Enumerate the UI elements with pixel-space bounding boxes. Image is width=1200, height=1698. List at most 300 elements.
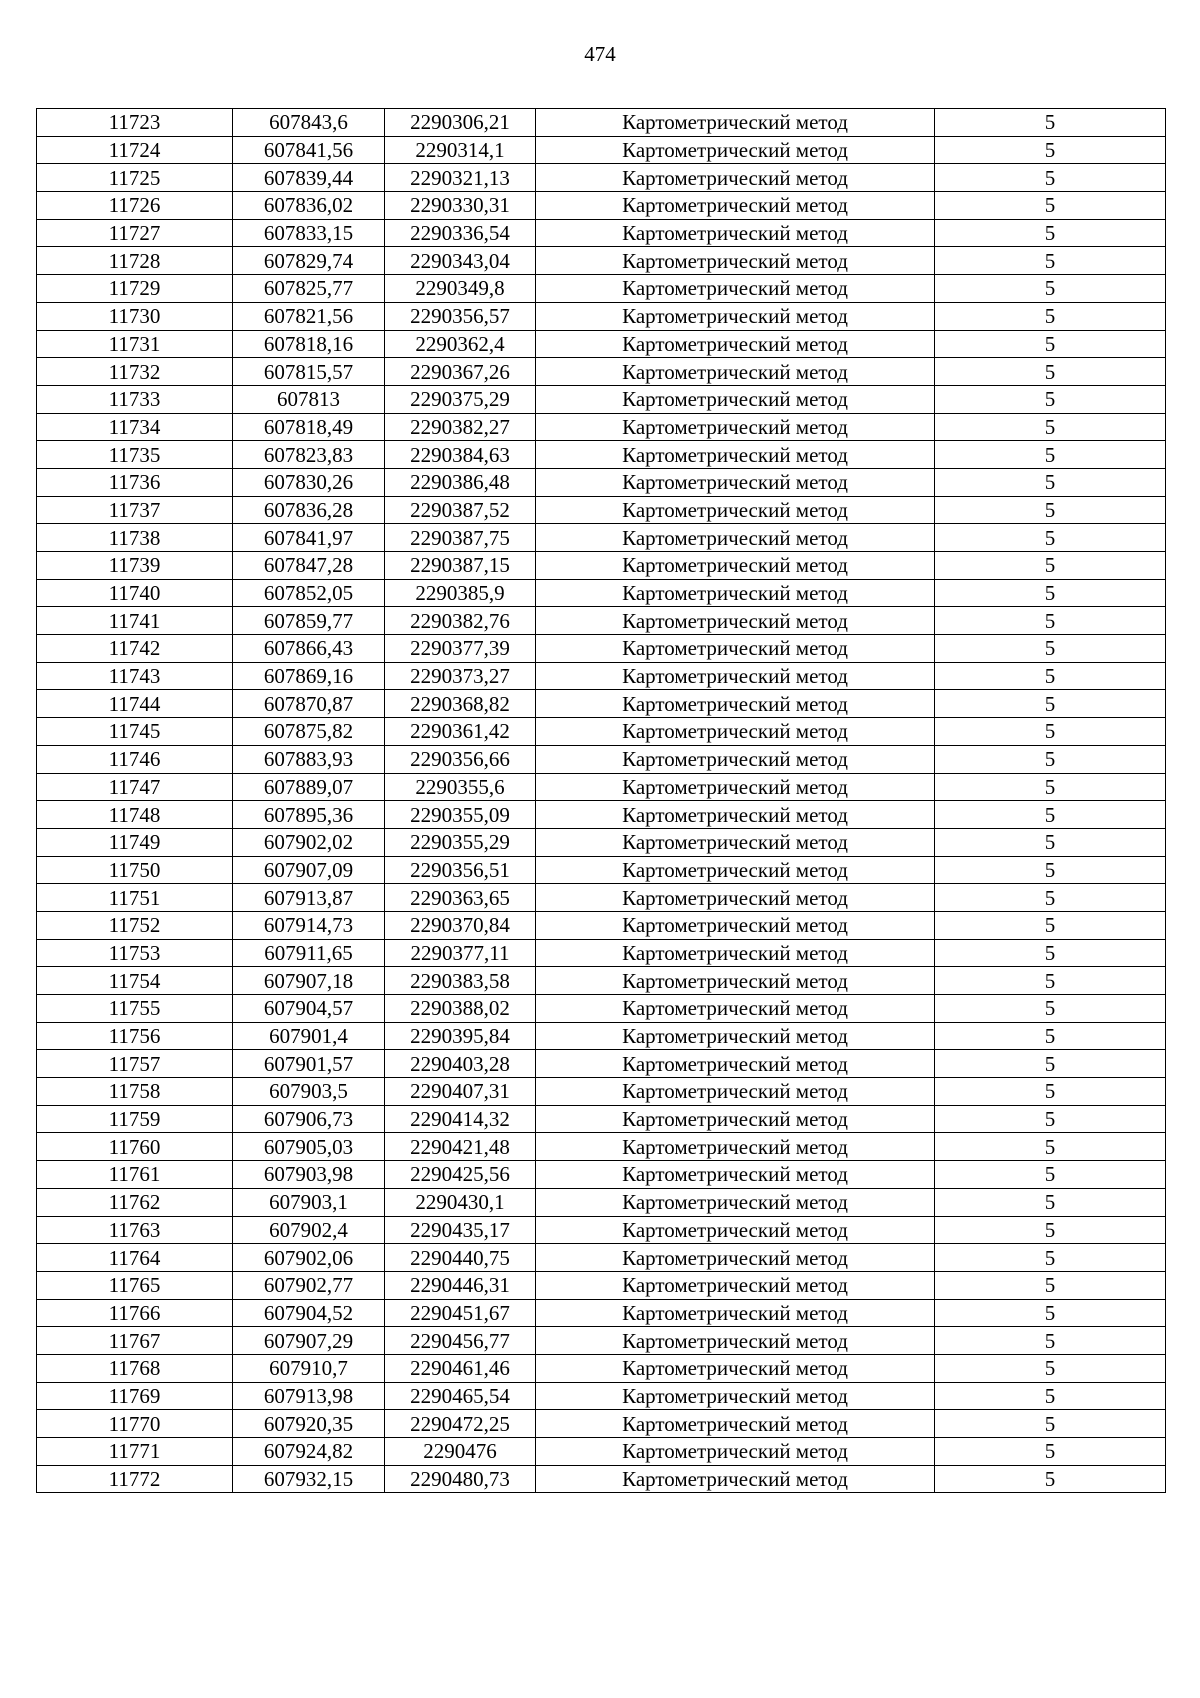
method-cell: Картометрический метод <box>536 302 935 330</box>
y-coordinate-cell: 2290446,31 <box>385 1271 536 1299</box>
accuracy-cell: 5 <box>935 1022 1166 1050</box>
y-coordinate-cell: 2290330,31 <box>385 192 536 220</box>
table-row <box>37 718 1166 746</box>
table-row <box>37 1244 1166 1272</box>
accuracy-cell: 5 <box>935 801 1166 829</box>
y-coordinate-cell: 2290368,82 <box>385 690 536 718</box>
accuracy-cell: 5 <box>935 1465 1166 1493</box>
y-coordinate-cell: 2290407,31 <box>385 1078 536 1106</box>
point-number-cell: 11738 <box>37 524 233 552</box>
method-cell: Картометрический метод <box>536 967 935 995</box>
point-number-cell: 11752 <box>37 911 233 939</box>
table-row <box>37 1078 1166 1106</box>
method-cell: Картометрический метод <box>536 1050 935 1078</box>
x-coordinate-cell: 607907,09 <box>233 856 385 884</box>
table-row <box>37 1438 1166 1466</box>
accuracy-cell: 5 <box>935 247 1166 275</box>
x-coordinate-cell: 607903,98 <box>233 1161 385 1189</box>
accuracy-cell: 5 <box>935 552 1166 580</box>
table-row <box>37 330 1166 358</box>
page-number: 474 <box>584 42 616 66</box>
method-cell: Картометрический метод <box>536 939 935 967</box>
point-number-cell: 11769 <box>37 1382 233 1410</box>
table-row <box>37 413 1166 441</box>
x-coordinate-cell: 607836,02 <box>233 192 385 220</box>
point-number-cell: 11727 <box>37 219 233 247</box>
accuracy-cell: 5 <box>935 828 1166 856</box>
table-row <box>37 385 1166 413</box>
point-number-cell: 11736 <box>37 468 233 496</box>
table-row <box>37 219 1166 247</box>
table-row <box>37 1022 1166 1050</box>
accuracy-cell: 5 <box>935 745 1166 773</box>
y-coordinate-cell: 2290336,54 <box>385 219 536 247</box>
table-row <box>37 1188 1166 1216</box>
y-coordinate-cell: 2290363,65 <box>385 884 536 912</box>
x-coordinate-cell: 607839,44 <box>233 164 385 192</box>
method-cell: Картометрический метод <box>536 136 935 164</box>
table-row <box>37 441 1166 469</box>
point-number-cell: 11733 <box>37 385 233 413</box>
accuracy-cell: 5 <box>935 579 1166 607</box>
x-coordinate-cell: 607913,87 <box>233 884 385 912</box>
table-row <box>37 1382 1166 1410</box>
y-coordinate-cell: 2290382,76 <box>385 607 536 635</box>
x-coordinate-cell: 607907,29 <box>233 1327 385 1355</box>
x-coordinate-cell: 607895,36 <box>233 801 385 829</box>
accuracy-cell: 5 <box>935 662 1166 690</box>
method-cell: Картометрический метод <box>536 164 935 192</box>
y-coordinate-cell: 2290425,56 <box>385 1161 536 1189</box>
method-cell: Картометрический метод <box>536 219 935 247</box>
y-coordinate-cell: 2290387,15 <box>385 552 536 580</box>
accuracy-cell: 5 <box>935 1050 1166 1078</box>
method-cell: Картометрический метод <box>536 1188 935 1216</box>
accuracy-cell: 5 <box>935 1161 1166 1189</box>
table-row <box>37 164 1166 192</box>
x-coordinate-cell: 607841,97 <box>233 524 385 552</box>
accuracy-cell: 5 <box>935 939 1166 967</box>
point-number-cell: 11724 <box>37 136 233 164</box>
method-cell: Картометрический метод <box>536 801 935 829</box>
accuracy-cell: 5 <box>935 441 1166 469</box>
point-number-cell: 11731 <box>37 330 233 358</box>
y-coordinate-cell: 2290388,02 <box>385 995 536 1023</box>
accuracy-cell: 5 <box>935 911 1166 939</box>
accuracy-cell: 5 <box>935 302 1166 330</box>
point-number-cell: 11749 <box>37 828 233 856</box>
point-number-cell: 11761 <box>37 1161 233 1189</box>
accuracy-cell: 5 <box>935 1188 1166 1216</box>
method-cell: Картометрический метод <box>536 192 935 220</box>
method-cell: Картометрический метод <box>536 1382 935 1410</box>
point-number-cell: 11747 <box>37 773 233 801</box>
table-row <box>37 1327 1166 1355</box>
x-coordinate-cell: 607830,26 <box>233 468 385 496</box>
point-number-cell: 11732 <box>37 358 233 386</box>
accuracy-cell: 5 <box>935 164 1166 192</box>
method-cell: Картометрический метод <box>536 1078 935 1106</box>
table-row <box>37 468 1166 496</box>
point-number-cell: 11741 <box>37 607 233 635</box>
x-coordinate-cell: 607829,74 <box>233 247 385 275</box>
y-coordinate-cell: 2290384,63 <box>385 441 536 469</box>
table-row <box>37 1161 1166 1189</box>
y-coordinate-cell: 2290480,73 <box>385 1465 536 1493</box>
x-coordinate-cell: 607875,82 <box>233 718 385 746</box>
table-row <box>37 662 1166 690</box>
point-number-cell: 11737 <box>37 496 233 524</box>
y-coordinate-cell: 2290343,04 <box>385 247 536 275</box>
accuracy-cell: 5 <box>935 136 1166 164</box>
point-number-cell: 11725 <box>37 164 233 192</box>
accuracy-cell: 5 <box>935 275 1166 303</box>
x-coordinate-cell: 607859,77 <box>233 607 385 635</box>
x-coordinate-cell: 607901,4 <box>233 1022 385 1050</box>
accuracy-cell: 5 <box>935 1354 1166 1382</box>
point-number-cell: 11763 <box>37 1216 233 1244</box>
y-coordinate-cell: 2290355,6 <box>385 773 536 801</box>
method-cell: Картометрический метод <box>536 718 935 746</box>
x-coordinate-cell: 607911,65 <box>233 939 385 967</box>
table-row <box>37 1133 1166 1161</box>
method-cell: Картометрический метод <box>536 745 935 773</box>
y-coordinate-cell: 2290321,13 <box>385 164 536 192</box>
method-cell: Картометрический метод <box>536 468 935 496</box>
y-coordinate-cell: 2290373,27 <box>385 662 536 690</box>
point-number-cell: 11762 <box>37 1188 233 1216</box>
y-coordinate-cell: 2290377,11 <box>385 939 536 967</box>
coordinates-table <box>36 108 1166 1493</box>
x-coordinate-cell: 607901,57 <box>233 1050 385 1078</box>
y-coordinate-cell: 2290383,58 <box>385 967 536 995</box>
point-number-cell: 11766 <box>37 1299 233 1327</box>
accuracy-cell: 5 <box>935 496 1166 524</box>
accuracy-cell: 5 <box>935 1216 1166 1244</box>
x-coordinate-cell: 607870,87 <box>233 690 385 718</box>
accuracy-cell: 5 <box>935 1327 1166 1355</box>
point-number-cell: 11745 <box>37 718 233 746</box>
accuracy-cell: 5 <box>935 1078 1166 1106</box>
point-number-cell: 11751 <box>37 884 233 912</box>
accuracy-cell: 5 <box>935 413 1166 441</box>
y-coordinate-cell: 2290355,09 <box>385 801 536 829</box>
x-coordinate-cell: 607902,4 <box>233 1216 385 1244</box>
point-number-cell: 11740 <box>37 579 233 607</box>
accuracy-cell: 5 <box>935 1105 1166 1133</box>
y-coordinate-cell: 2290440,75 <box>385 1244 536 1272</box>
accuracy-cell: 5 <box>935 1299 1166 1327</box>
accuracy-cell: 5 <box>935 967 1166 995</box>
table-row <box>37 884 1166 912</box>
point-number-cell: 11723 <box>37 109 233 137</box>
x-coordinate-cell: 607924,82 <box>233 1438 385 1466</box>
accuracy-cell: 5 <box>935 219 1166 247</box>
y-coordinate-cell: 2290387,52 <box>385 496 536 524</box>
accuracy-cell: 5 <box>935 1133 1166 1161</box>
x-coordinate-cell: 607866,43 <box>233 635 385 663</box>
table-row <box>37 496 1166 524</box>
y-coordinate-cell: 2290476 <box>385 1438 536 1466</box>
y-coordinate-cell: 2290349,8 <box>385 275 536 303</box>
point-number-cell: 11746 <box>37 745 233 773</box>
table-row <box>37 995 1166 1023</box>
x-coordinate-cell: 607914,73 <box>233 911 385 939</box>
method-cell: Картометрический метод <box>536 1410 935 1438</box>
y-coordinate-cell: 2290356,66 <box>385 745 536 773</box>
point-number-cell: 11767 <box>37 1327 233 1355</box>
table-row <box>37 1216 1166 1244</box>
accuracy-cell: 5 <box>935 358 1166 386</box>
x-coordinate-cell: 607903,1 <box>233 1188 385 1216</box>
table-row <box>37 745 1166 773</box>
point-number-cell: 11757 <box>37 1050 233 1078</box>
point-number-cell: 11728 <box>37 247 233 275</box>
method-cell: Картометрический метод <box>536 773 935 801</box>
x-coordinate-cell: 607905,03 <box>233 1133 385 1161</box>
table-row <box>37 1465 1166 1493</box>
method-cell: Картометрический метод <box>536 1161 935 1189</box>
x-coordinate-cell: 607818,16 <box>233 330 385 358</box>
y-coordinate-cell: 2290361,42 <box>385 718 536 746</box>
table-row <box>37 192 1166 220</box>
method-cell: Картометрический метод <box>536 911 935 939</box>
method-cell: Картометрический метод <box>536 1299 935 1327</box>
table-row <box>37 1105 1166 1133</box>
table-row <box>37 635 1166 663</box>
method-cell: Картометрический метод <box>536 884 935 912</box>
table-row <box>37 939 1166 967</box>
x-coordinate-cell: 607932,15 <box>233 1465 385 1493</box>
y-coordinate-cell: 2290314,1 <box>385 136 536 164</box>
y-coordinate-cell: 2290382,27 <box>385 413 536 441</box>
accuracy-cell: 5 <box>935 773 1166 801</box>
y-coordinate-cell: 2290370,84 <box>385 911 536 939</box>
table-row <box>37 275 1166 303</box>
x-coordinate-cell: 607903,5 <box>233 1078 385 1106</box>
x-coordinate-cell: 607818,49 <box>233 413 385 441</box>
table-row <box>37 911 1166 939</box>
y-coordinate-cell: 2290367,26 <box>385 358 536 386</box>
x-coordinate-cell: 607847,28 <box>233 552 385 580</box>
point-number-cell: 11753 <box>37 939 233 967</box>
x-coordinate-cell: 607907,18 <box>233 967 385 995</box>
x-coordinate-cell: 607902,77 <box>233 1271 385 1299</box>
point-number-cell: 11755 <box>37 995 233 1023</box>
x-coordinate-cell: 607823,83 <box>233 441 385 469</box>
y-coordinate-cell: 2290395,84 <box>385 1022 536 1050</box>
x-coordinate-cell: 607825,77 <box>233 275 385 303</box>
accuracy-cell: 5 <box>935 109 1166 137</box>
method-cell: Картометрический метод <box>536 330 935 358</box>
accuracy-cell: 5 <box>935 635 1166 663</box>
x-coordinate-cell: 607902,06 <box>233 1244 385 1272</box>
accuracy-cell: 5 <box>935 1382 1166 1410</box>
x-coordinate-cell: 607913,98 <box>233 1382 385 1410</box>
method-cell: Картометрический метод <box>536 828 935 856</box>
point-number-cell: 11748 <box>37 801 233 829</box>
y-coordinate-cell: 2290356,51 <box>385 856 536 884</box>
x-coordinate-cell: 607904,57 <box>233 995 385 1023</box>
point-number-cell: 11730 <box>37 302 233 330</box>
table-row <box>37 552 1166 580</box>
y-coordinate-cell: 2290356,57 <box>385 302 536 330</box>
point-number-cell: 11754 <box>37 967 233 995</box>
table-row <box>37 109 1166 137</box>
point-number-cell: 11735 <box>37 441 233 469</box>
accuracy-cell: 5 <box>935 1438 1166 1466</box>
table-row <box>37 358 1166 386</box>
table-row <box>37 524 1166 552</box>
table-row <box>37 1410 1166 1438</box>
x-coordinate-cell: 607883,93 <box>233 745 385 773</box>
method-cell: Картометрический метод <box>536 275 935 303</box>
method-cell: Картометрический метод <box>536 524 935 552</box>
accuracy-cell: 5 <box>935 468 1166 496</box>
accuracy-cell: 5 <box>935 856 1166 884</box>
accuracy-cell: 5 <box>935 690 1166 718</box>
method-cell: Картометрический метод <box>536 1022 935 1050</box>
table-row <box>37 856 1166 884</box>
point-number-cell: 11750 <box>37 856 233 884</box>
point-number-cell: 11734 <box>37 413 233 441</box>
y-coordinate-cell: 2290403,28 <box>385 1050 536 1078</box>
point-number-cell: 11765 <box>37 1271 233 1299</box>
x-coordinate-cell: 607843,6 <box>233 109 385 137</box>
x-coordinate-cell: 607813 <box>233 385 385 413</box>
x-coordinate-cell: 607852,05 <box>233 579 385 607</box>
x-coordinate-cell: 607906,73 <box>233 1105 385 1133</box>
x-coordinate-cell: 607841,56 <box>233 136 385 164</box>
method-cell: Картометрический метод <box>536 441 935 469</box>
method-cell: Картометрический метод <box>536 1271 935 1299</box>
point-number-cell: 11770 <box>37 1410 233 1438</box>
method-cell: Картометрический метод <box>536 995 935 1023</box>
x-coordinate-cell: 607869,16 <box>233 662 385 690</box>
table-row <box>37 136 1166 164</box>
method-cell: Картометрический метод <box>536 579 935 607</box>
table-row <box>37 1271 1166 1299</box>
method-cell: Картометрический метод <box>536 413 935 441</box>
y-coordinate-cell: 2290451,67 <box>385 1299 536 1327</box>
y-coordinate-cell: 2290472,25 <box>385 1410 536 1438</box>
x-coordinate-cell: 607910,7 <box>233 1354 385 1382</box>
accuracy-cell: 5 <box>935 1244 1166 1272</box>
y-coordinate-cell: 2290456,77 <box>385 1327 536 1355</box>
table-row <box>37 967 1166 995</box>
y-coordinate-cell: 2290377,39 <box>385 635 536 663</box>
point-number-cell: 11764 <box>37 1244 233 1272</box>
method-cell: Картометрический метод <box>536 385 935 413</box>
x-coordinate-cell: 607836,28 <box>233 496 385 524</box>
accuracy-cell: 5 <box>935 385 1166 413</box>
x-coordinate-cell: 607833,15 <box>233 219 385 247</box>
accuracy-cell: 5 <box>935 1271 1166 1299</box>
method-cell: Картометрический метод <box>536 662 935 690</box>
method-cell: Картометрический метод <box>536 1133 935 1161</box>
y-coordinate-cell: 2290355,29 <box>385 828 536 856</box>
x-coordinate-cell: 607889,07 <box>233 773 385 801</box>
table-row <box>37 1050 1166 1078</box>
accuracy-cell: 5 <box>935 192 1166 220</box>
method-cell: Картометрический метод <box>536 109 935 137</box>
accuracy-cell: 5 <box>935 718 1166 746</box>
method-cell: Картометрический метод <box>536 1216 935 1244</box>
table-row <box>37 828 1166 856</box>
point-number-cell: 11742 <box>37 635 233 663</box>
table-row <box>37 302 1166 330</box>
method-cell: Картометрический метод <box>536 1244 935 1272</box>
y-coordinate-cell: 2290306,21 <box>385 109 536 137</box>
y-coordinate-cell: 2290387,75 <box>385 524 536 552</box>
y-coordinate-cell: 2290461,46 <box>385 1354 536 1382</box>
point-number-cell: 11729 <box>37 275 233 303</box>
y-coordinate-cell: 2290414,32 <box>385 1105 536 1133</box>
table-row <box>37 773 1166 801</box>
method-cell: Картометрический метод <box>536 496 935 524</box>
point-number-cell: 11726 <box>37 192 233 220</box>
table-row <box>37 1299 1166 1327</box>
method-cell: Картометрический метод <box>536 1105 935 1133</box>
x-coordinate-cell: 607902,02 <box>233 828 385 856</box>
point-number-cell: 11758 <box>37 1078 233 1106</box>
point-number-cell: 11768 <box>37 1354 233 1382</box>
table-row <box>37 801 1166 829</box>
point-number-cell: 11759 <box>37 1105 233 1133</box>
point-number-cell: 11756 <box>37 1022 233 1050</box>
x-coordinate-cell: 607815,57 <box>233 358 385 386</box>
point-number-cell: 11772 <box>37 1465 233 1493</box>
y-coordinate-cell: 2290421,48 <box>385 1133 536 1161</box>
y-coordinate-cell: 2290375,29 <box>385 385 536 413</box>
method-cell: Картометрический метод <box>536 1327 935 1355</box>
y-coordinate-cell: 2290362,4 <box>385 330 536 358</box>
point-number-cell: 11739 <box>37 552 233 580</box>
coordinates-table-body <box>37 109 1166 1493</box>
table-row <box>37 690 1166 718</box>
x-coordinate-cell: 607904,52 <box>233 1299 385 1327</box>
accuracy-cell: 5 <box>935 995 1166 1023</box>
accuracy-cell: 5 <box>935 607 1166 635</box>
y-coordinate-cell: 2290435,17 <box>385 1216 536 1244</box>
table-row <box>37 579 1166 607</box>
method-cell: Картометрический метод <box>536 1465 935 1493</box>
y-coordinate-cell: 2290465,54 <box>385 1382 536 1410</box>
table-row <box>37 247 1166 275</box>
method-cell: Картометрический метод <box>536 358 935 386</box>
method-cell: Картометрический метод <box>536 1438 935 1466</box>
point-number-cell: 11744 <box>37 690 233 718</box>
method-cell: Картометрический метод <box>536 552 935 580</box>
accuracy-cell: 5 <box>935 330 1166 358</box>
method-cell: Картометрический метод <box>536 247 935 275</box>
accuracy-cell: 5 <box>935 884 1166 912</box>
method-cell: Картометрический метод <box>536 607 935 635</box>
method-cell: Картометрический метод <box>536 856 935 884</box>
table-row <box>37 607 1166 635</box>
method-cell: Картометрический метод <box>536 635 935 663</box>
x-coordinate-cell: 607821,56 <box>233 302 385 330</box>
accuracy-cell: 5 <box>935 524 1166 552</box>
y-coordinate-cell: 2290386,48 <box>385 468 536 496</box>
method-cell: Картометрический метод <box>536 690 935 718</box>
point-number-cell: 11743 <box>37 662 233 690</box>
method-cell: Картометрический метод <box>536 1354 935 1382</box>
point-number-cell: 11760 <box>37 1133 233 1161</box>
x-coordinate-cell: 607920,35 <box>233 1410 385 1438</box>
y-coordinate-cell: 2290430,1 <box>385 1188 536 1216</box>
accuracy-cell: 5 <box>935 1410 1166 1438</box>
